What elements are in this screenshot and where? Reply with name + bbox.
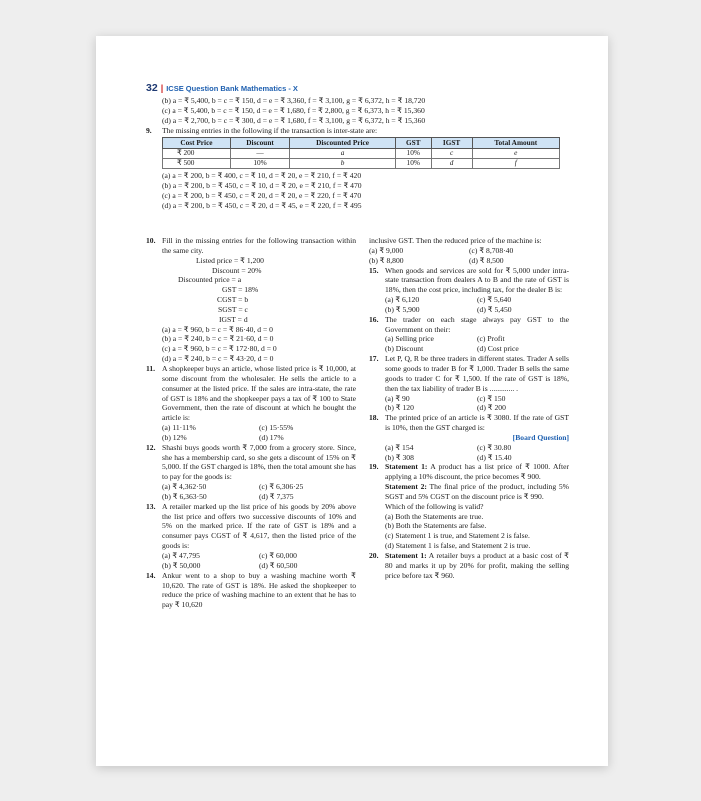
table-cell: f — [472, 159, 559, 169]
equation-line: GST = 18% — [222, 285, 259, 295]
option: (a) ₹ 9,000 — [369, 245, 404, 255]
option: (a) Selling price — [385, 334, 434, 344]
table-cell: ₹ 200 — [163, 149, 231, 159]
option: (a) ₹ 154 — [385, 442, 414, 452]
question-text: The trader on each stage always pay GST to the Government on their: — [385, 314, 569, 334]
question-9 — [146, 126, 566, 136]
question-17 — [369, 354, 569, 393]
statement-2 — [369, 482, 569, 502]
option: (d) ₹ 8,500 — [469, 255, 504, 265]
option: (c) ₹ 150 — [477, 393, 506, 403]
options-row — [369, 443, 569, 453]
table-cell: d — [431, 159, 472, 169]
equation-line: Listed price = ₹ 1,200 — [196, 255, 264, 265]
option: (b) a = ₹ 5,400, b = c = ₹ 150, d = e = ₹ 3,360, f = ₹ 3,100, g = ₹ 6,372, h = ₹ 18,720 — [162, 96, 426, 105]
options-row — [369, 295, 569, 305]
options-row — [146, 482, 356, 492]
option: (d) ₹ 200 — [477, 403, 506, 413]
table-cell: 10% — [230, 159, 289, 169]
statement-text: A product has a list price of ₹ 1000. After applying a 10% discount, the price becomes ₹ 900. — [385, 462, 569, 482]
question-number: 9. — [146, 125, 152, 135]
question-number: 10. — [146, 236, 156, 245]
statement-label: Statement 1: — [385, 462, 428, 472]
column-header: GST — [395, 137, 431, 149]
option: (a) 11·11% — [162, 423, 196, 433]
question-14 — [146, 571, 356, 610]
options-row — [146, 492, 356, 502]
table-cell: e — [472, 149, 559, 159]
left-column — [146, 236, 356, 610]
option: (a) a = ₹ 200, b = ₹ 400, c = ₹ 10, d = ₹ 20, e = ₹ 210, f = ₹ 420 — [162, 171, 362, 181]
question-number: 13. — [146, 501, 156, 511]
question-13 — [146, 502, 356, 551]
column-header: Discount — [230, 137, 289, 149]
options-row — [369, 256, 569, 266]
option: (d) ₹ 7,375 — [259, 491, 294, 501]
gst-table — [162, 137, 560, 169]
option: (d) ₹ 5,450 — [477, 304, 512, 314]
option: (d) Statement 1 is false, and Statement 2 is true. — [385, 541, 531, 551]
options-row — [369, 453, 569, 463]
table-header-row — [163, 137, 560, 149]
option: (b) ₹ 5,900 — [385, 304, 420, 314]
option: (b) ₹ 308 — [385, 452, 414, 462]
statement-text: A retailer buys a product at a basic cost of ₹ 80 and marks it up by 20% for profit, making the selling price before tax ₹ 960. — [385, 551, 569, 580]
book-title: ICSE Question Bank Mathematics - X — [166, 84, 298, 93]
column-header: Discounted Price — [290, 137, 396, 149]
option: (d) a = ₹ 2,700, b = c = ₹ 300, d = e = ₹ 1,680, f = ₹ 3,100, g = ₹ 6,372, h = ₹ 15,360 — [162, 115, 426, 125]
question-text: A retailer marked up the list price of his goods by 20% above the list price and offers two successive discounts of 10% and 5% on the marked price. If the rate of GST is 18% and a consumer pays CGST of ₹ 4,617, then the listed price of the goods is: — [162, 501, 356, 551]
option: (c) ₹ 6,306·25 — [259, 482, 304, 492]
question-14-continued: inclusive GST. Then the reduced price of the machine is: — [369, 236, 542, 245]
column-header: Cost Price — [163, 137, 231, 149]
question-number: 18. — [369, 413, 379, 423]
question-number: 15. — [369, 265, 379, 275]
option: (d) a = ₹ 200, b = ₹ 450, c = ₹ 20, d = ₹ 45, e = ₹ 220, f = ₹ 495 — [162, 200, 362, 210]
option: (c) a = ₹ 5,400, b = c = ₹ 150, d = e = ₹ 1,680, f = ₹ 2,800, g = ₹ 6,373, h = ₹ 15,360 — [162, 105, 425, 115]
question-text: The missing entries in the following if the transaction is inter-state are: — [162, 125, 378, 135]
statement-label: Statement 2: — [385, 482, 427, 492]
page-number: 32 — [146, 82, 158, 94]
question-15 — [369, 266, 569, 296]
option: (c) ₹ 60,000 — [259, 551, 297, 560]
statement-text: The final price of the product, including 5% SGST and 5% CGST on the discount price is ₹ 990. — [385, 482, 569, 501]
question-number: 14. — [146, 570, 156, 580]
question-text: When goods and services are sold for ₹ 5,000 under intra-state transaction from dealers A to B and the rate of GST is 18%, then the cost price, including tax, for the dealer B is: — [385, 265, 569, 295]
option: (d) Cost price — [477, 344, 519, 354]
column-header: IGST — [431, 137, 472, 149]
equation-line: SGST = c — [218, 304, 248, 314]
table-cell: — — [230, 149, 289, 159]
option: (c) ₹ 8,708·40 — [469, 245, 514, 255]
options-row — [146, 551, 356, 561]
question-18 — [369, 413, 569, 433]
option: (d) ₹ 60,500 — [259, 560, 298, 570]
equation-line: Discount = 20% — [212, 265, 262, 275]
option: (b) a = ₹ 240, b = c = ₹ 21·60, d = 0 — [162, 334, 274, 344]
option: (c) Statement 1 is true, and Statement 2 is false. — [385, 531, 530, 541]
options-row — [369, 344, 569, 354]
option: (a) ₹ 4,362·50 — [162, 482, 207, 492]
option: (b) ₹ 6,363·50 — [162, 491, 207, 501]
option: (c) Profit — [477, 334, 505, 344]
option: (c) 15·55% — [259, 423, 294, 433]
question-number: 16. — [369, 314, 379, 324]
question-20 — [369, 551, 569, 581]
option: (d) ₹ 15.40 — [477, 452, 512, 462]
option: (b) ₹ 120 — [385, 403, 414, 413]
options-row — [369, 305, 569, 315]
question-prompt: Which of the following is valid? — [385, 501, 484, 511]
question-number: 11. — [146, 363, 156, 373]
table-cell: a — [290, 149, 396, 159]
question-10 — [146, 236, 356, 256]
option: (b) ₹ 50,000 — [162, 560, 201, 570]
option: (c) ₹ 5,640 — [477, 295, 512, 305]
top-content — [146, 96, 566, 211]
options-row — [369, 246, 569, 256]
equation-line: Discounted price = a — [178, 275, 242, 285]
question-text: A shopkeeper buys an article, whose listed price is ₹ 10,000, at some discount from the wholesaler. He sells the article to a consumer at the listed price. If the sales are intra-state, the rate of GST is 18% and the shopkeeper pays a tax of ₹ 100 to State Government, then the rate of discount at which he bought the article is: — [162, 363, 356, 423]
question-19 — [369, 462, 569, 482]
option: (d) 17% — [259, 432, 284, 442]
question-text: The printed price of an article is ₹ 3080. If the rate of GST is 10%, then the GST charged is: — [385, 413, 569, 433]
header-separator: | — [160, 83, 164, 93]
question-text: Ankur went to a shop to buy a washing machine worth ₹ 10,620. The rate of GST is 18%. He asked the shopkeeper to reduce the price of washing machine to an extent that he has to pay ₹ 10,620 — [162, 570, 356, 610]
question-number: 20. — [369, 551, 379, 560]
question-text: Shashi buys goods worth ₹ 7,000 from a grocery store. Since, she has a membership card, so she gets a discount of 15% on ₹ 5,000. If the GST charged is 18%, then the total amount she has to pay for the goods is: — [162, 442, 356, 482]
option: (a) ₹ 90 — [385, 393, 410, 403]
options-row — [146, 561, 356, 571]
option: (d) a = ₹ 240, b = c = ₹ 43·20, d = 0 — [162, 354, 274, 364]
option: (c) a = ₹ 960, b = c = ₹ 172·80, d = 0 — [162, 344, 277, 354]
question-12 — [146, 443, 356, 482]
statement-label: Statement 1: — [385, 551, 427, 560]
option: (b) Both the Statements are false. — [385, 521, 487, 531]
options-row — [369, 403, 569, 413]
equation-line: IGST = d — [219, 314, 248, 324]
option: (c) a = ₹ 200, b = ₹ 450, c = ₹ 20, d = ₹ 20, e = ₹ 220, f = ₹ 470 — [162, 190, 362, 200]
question-11 — [146, 364, 356, 423]
board-question-tag: [Board Question] — [512, 432, 569, 442]
question-number: 17. — [369, 354, 379, 364]
option: (a) Both the Statements are true. — [385, 511, 484, 521]
options-row — [369, 334, 569, 344]
options-row — [369, 394, 569, 404]
question-number: 19. — [369, 462, 379, 472]
question-16 — [369, 315, 569, 335]
option: (a) ₹ 6,120 — [385, 295, 420, 305]
table-cell: 10% — [395, 149, 431, 159]
table-row — [163, 149, 560, 159]
question-text: Let P, Q, R be three traders in different states. Trader A sells some goods to trader B for ₹ 1,000. Trader B sells the same goods to trader C for ₹ 1,500. If the rate of GST is 18%, then the tax liability of trader B is ............. . — [385, 354, 569, 393]
table-row — [163, 159, 560, 169]
question-number: 12. — [146, 442, 156, 452]
question-text: Fill in the missing entries for the following transaction within the same city. — [162, 236, 356, 255]
table-cell: 10% — [395, 159, 431, 169]
option: (b) 12% — [162, 432, 187, 442]
option: (c) ₹ 30.80 — [477, 442, 512, 452]
table-cell: c — [431, 149, 472, 159]
option: (a) a = ₹ 960, b = c = ₹ 86·40, d = 0 — [162, 324, 273, 334]
column-header: Total Amount — [472, 137, 559, 149]
right-column — [369, 236, 569, 581]
options-row — [146, 423, 356, 433]
option: (b) a = ₹ 200, b = ₹ 450, c = ₹ 10, d = ₹ 20, e = ₹ 210, f = ₹ 470 — [162, 180, 362, 190]
equation-line: CGST = b — [217, 295, 249, 305]
table-cell: b — [290, 159, 396, 169]
option: (b) ₹ 8,800 — [369, 255, 404, 265]
table-cell: ₹ 500 — [163, 159, 231, 169]
options-row — [146, 433, 356, 443]
option: (a) ₹ 47,795 — [162, 551, 200, 560]
option: (b) Discount — [385, 344, 424, 354]
page-header — [146, 82, 298, 94]
